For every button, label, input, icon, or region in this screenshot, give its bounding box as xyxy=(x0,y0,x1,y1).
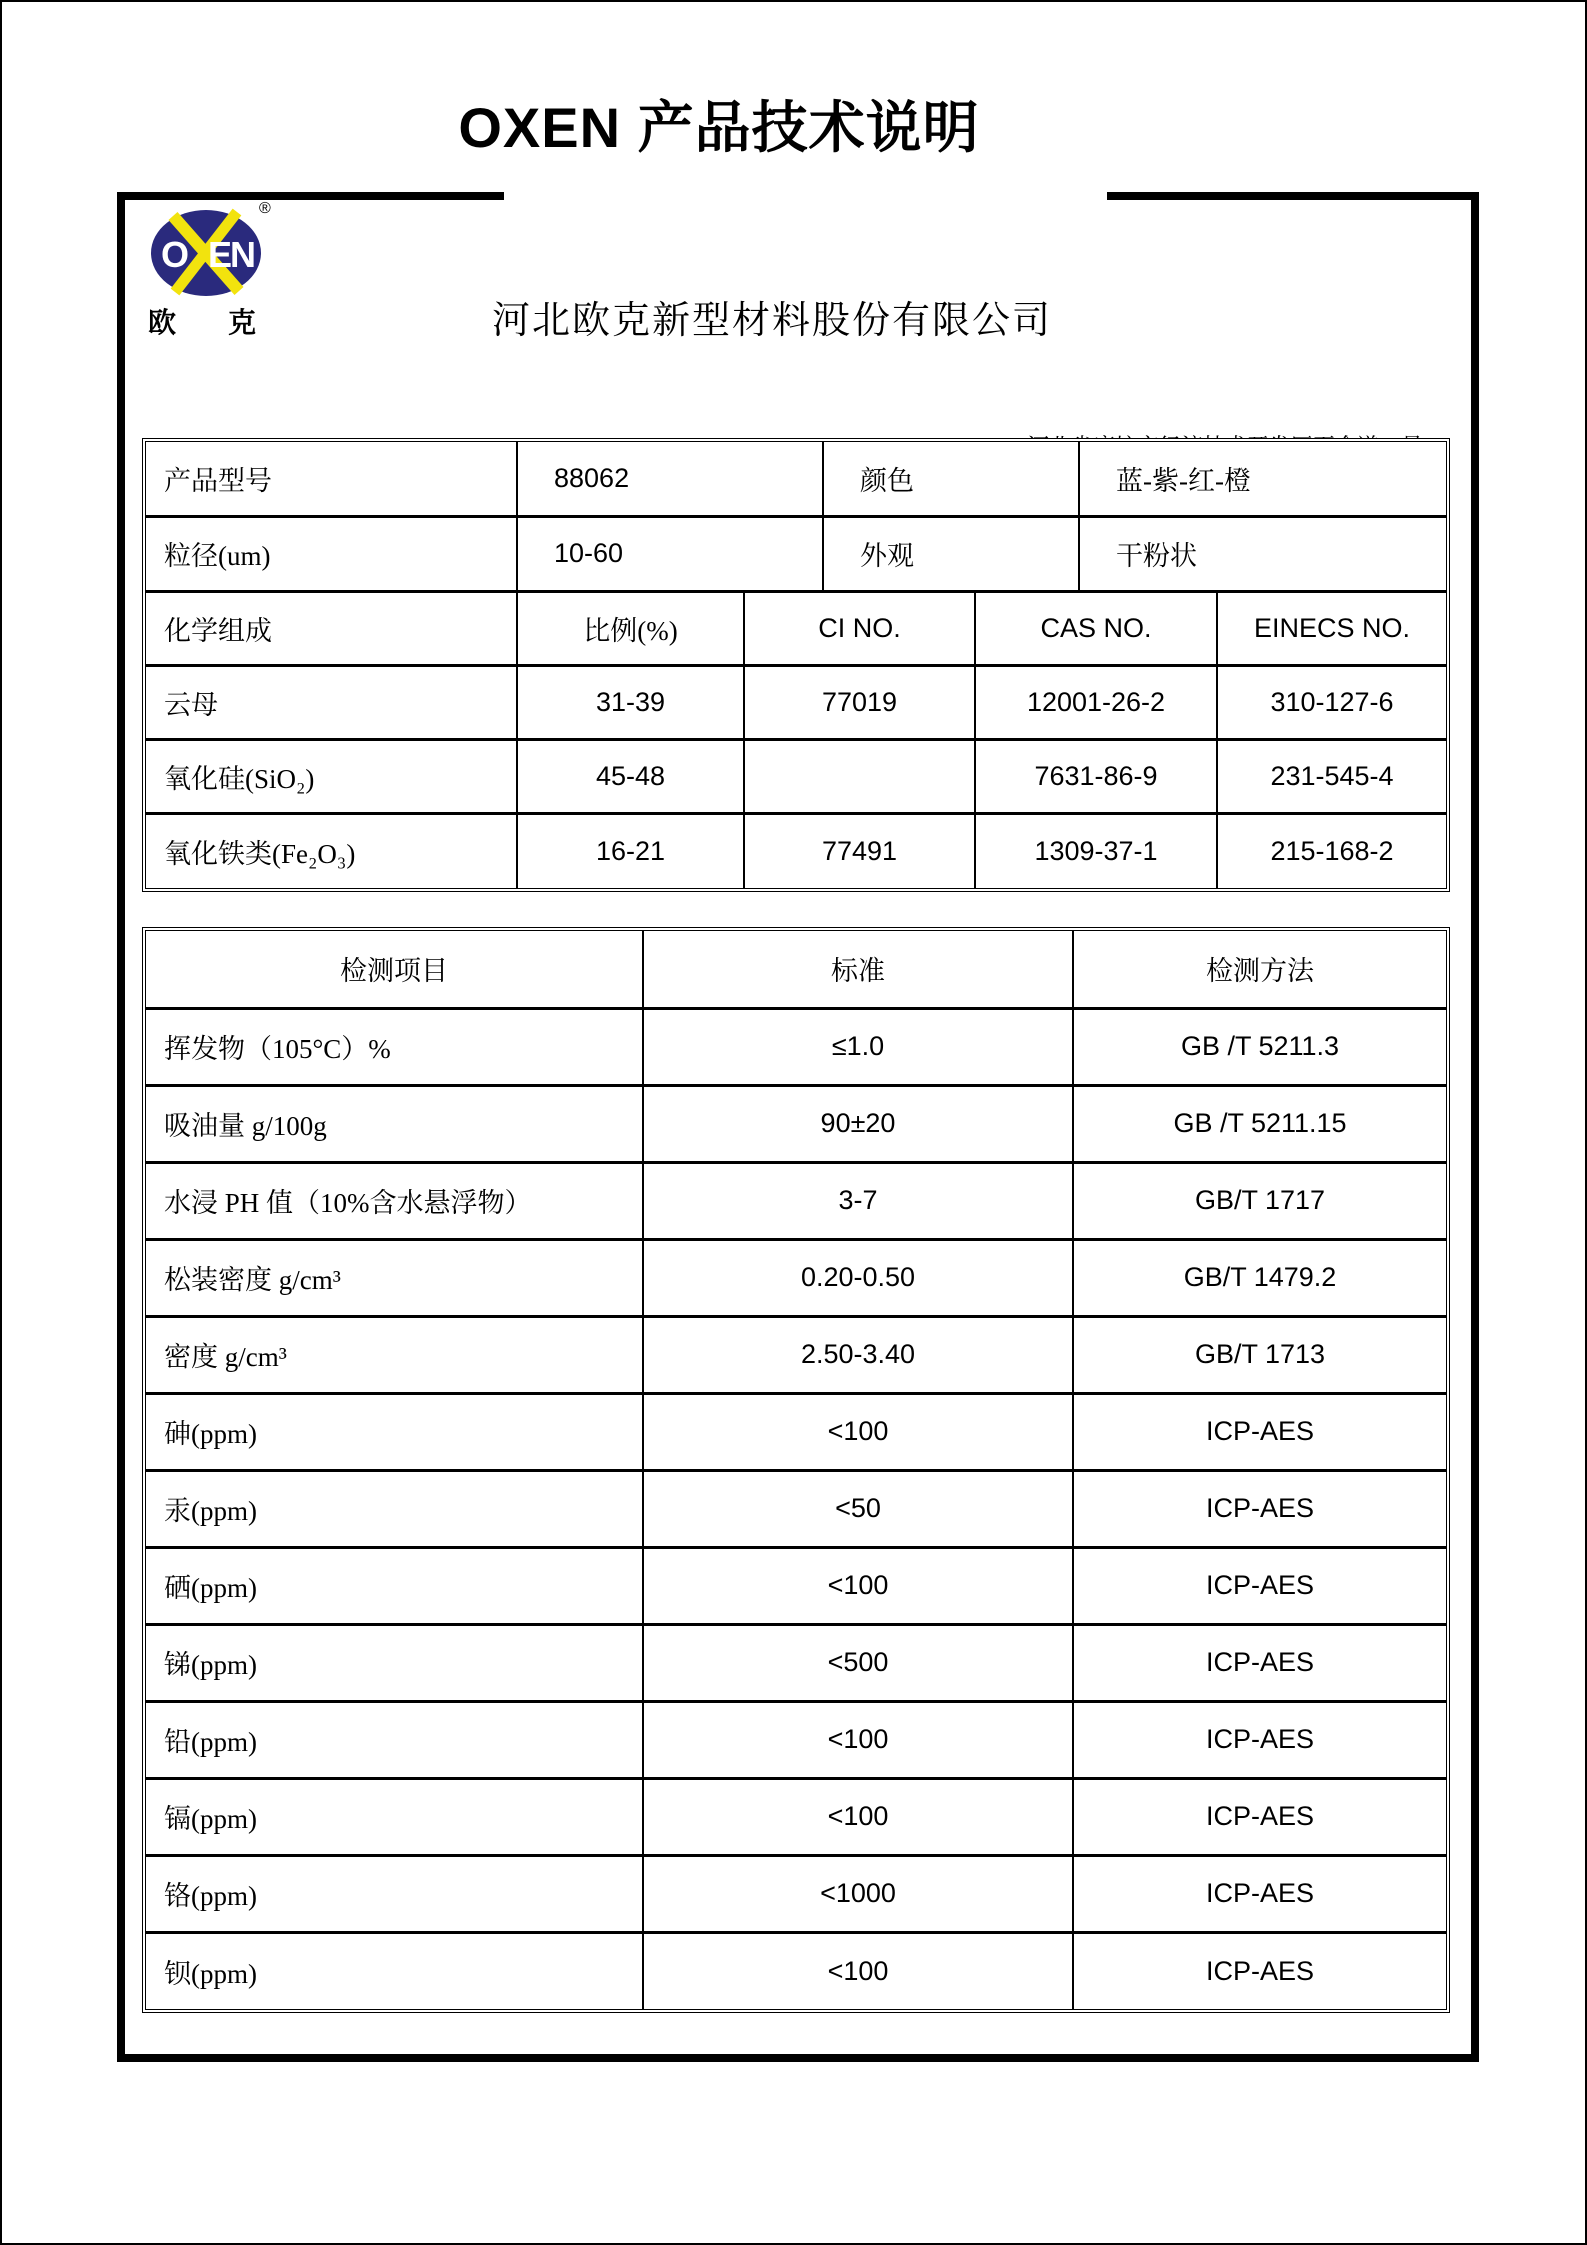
table-cell: ICP-AES xyxy=(1073,1624,1446,1701)
table-cell: <1000 xyxy=(643,1855,1073,1932)
logo-caption-left: 欧 xyxy=(148,307,177,338)
table-cell: 水浸 PH 值（10%含水悬浮物） xyxy=(146,1162,643,1239)
table-cell: ICP-AES xyxy=(1073,1470,1446,1547)
table-row xyxy=(146,1085,1446,1162)
table-cell: 铬(ppm) xyxy=(146,1855,643,1932)
table-row xyxy=(146,1393,1446,1470)
table-cell: GB/T 1713 xyxy=(1073,1316,1446,1393)
table-cell: <100 xyxy=(643,1701,1073,1778)
table-cell: 云母 xyxy=(146,666,517,740)
table-header-row xyxy=(146,931,1446,1008)
table-cell: 蓝-紫-红-橙 xyxy=(1079,442,1446,516)
table-cell: ICP-AES xyxy=(1073,1932,1446,2009)
table-cell: 77019 xyxy=(744,666,975,740)
table-cell: ≤1.0 xyxy=(643,1008,1073,1085)
table-cell: ICP-AES xyxy=(1073,1778,1446,1855)
table-cell: GB/T 1717 xyxy=(1073,1162,1446,1239)
table-cell: 铅(ppm) xyxy=(146,1701,643,1778)
column-header: CAS NO. xyxy=(975,592,1217,666)
table-cell: 颜色 xyxy=(823,442,1079,516)
oxen-logo-icon xyxy=(148,208,264,298)
column-header: 化学组成 xyxy=(146,592,517,666)
table-cell: 12001-26-2 xyxy=(975,666,1217,740)
table-cell: 镉(ppm) xyxy=(146,1778,643,1855)
table-row xyxy=(146,1162,1446,1239)
table-cell: 77491 xyxy=(744,814,975,888)
table-cell: 10-60 xyxy=(517,516,823,590)
table-row xyxy=(146,1778,1446,1855)
test-results-table xyxy=(142,927,1450,2013)
table-cell: 2.50-3.40 xyxy=(643,1316,1073,1393)
table-row xyxy=(146,1855,1446,1932)
table-row xyxy=(146,442,1446,516)
table-cell: ICP-AES xyxy=(1073,1701,1446,1778)
table-cell: <50 xyxy=(643,1470,1073,1547)
table-cell: 汞(ppm) xyxy=(146,1470,643,1547)
table-cell: <100 xyxy=(643,1393,1073,1470)
table-cell: 90±20 xyxy=(643,1085,1073,1162)
table-row xyxy=(146,1239,1446,1316)
logo-caption-right: 克 xyxy=(227,307,256,338)
table-header-row xyxy=(146,592,1446,666)
column-header: EINECS NO. xyxy=(1217,592,1446,666)
table-cell: 1309-37-1 xyxy=(975,814,1217,888)
table-row xyxy=(146,1470,1446,1547)
logo-caption xyxy=(148,301,256,341)
table-cell: 215-168-2 xyxy=(1217,814,1446,888)
table-cell: 231-545-4 xyxy=(1217,740,1446,814)
table-cell: 锑(ppm) xyxy=(146,1624,643,1701)
table-cell: 88062 xyxy=(517,442,823,516)
table-cell: <500 xyxy=(643,1624,1073,1701)
table-row xyxy=(146,1932,1446,2009)
test-table xyxy=(146,931,1446,2009)
company-name: 河北欧克新型材料股份有限公司 xyxy=(491,300,1053,342)
table-cell xyxy=(744,740,975,814)
table-row xyxy=(146,740,1446,814)
table-cell: 氧化铁类(Fe₂O₃) xyxy=(146,814,517,888)
table-row xyxy=(146,1316,1446,1393)
table-row xyxy=(146,814,1446,888)
table-cell: ICP-AES xyxy=(1073,1855,1446,1932)
svg-text:O: O xyxy=(161,234,190,275)
table-row xyxy=(146,1547,1446,1624)
table-cell: 0.20-0.50 xyxy=(643,1239,1073,1316)
table-cell: 干粉状 xyxy=(1079,516,1446,590)
composition-table xyxy=(146,590,1446,888)
table-cell: 钡(ppm) xyxy=(146,1932,643,2009)
table-row xyxy=(146,1008,1446,1085)
table-cell: GB /T 5211.3 xyxy=(1073,1008,1446,1085)
table-row xyxy=(146,1701,1446,1778)
column-header: CI NO. xyxy=(744,592,975,666)
column-header: 检测项目 xyxy=(340,956,448,987)
table-row xyxy=(146,516,1446,590)
registered-trademark-icon: ® xyxy=(259,200,271,217)
column-header: 标准 xyxy=(643,931,1073,1008)
table-cell: 松装密度 g/cm³ xyxy=(146,1239,643,1316)
product-info-table xyxy=(146,442,1446,590)
svg-text:EN: EN xyxy=(208,234,255,275)
table-cell: ICP-AES xyxy=(1073,1393,1446,1470)
table-cell: 31-39 xyxy=(517,666,744,740)
table-cell: 挥发物（105°C）% xyxy=(146,1008,643,1085)
table-cell: 16-21 xyxy=(517,814,744,888)
table-row xyxy=(146,1624,1446,1701)
table-cell: <100 xyxy=(643,1932,1073,2009)
table-cell: 7631-86-9 xyxy=(975,740,1217,814)
table-cell: 砷(ppm) xyxy=(146,1393,643,1470)
table-cell: 产品型号 xyxy=(164,465,272,496)
page-title: OXEN 产品技术说明 xyxy=(458,96,980,159)
table-cell: 密度 g/cm³ xyxy=(146,1316,643,1393)
table-cell: ICP-AES xyxy=(1073,1547,1446,1624)
table-cell: 硒(ppm) xyxy=(146,1547,643,1624)
column-header: 检测方法 xyxy=(1073,931,1446,1008)
table-cell: 粒径(um) xyxy=(146,516,517,590)
table-cell: 外观 xyxy=(823,516,1079,590)
table-cell: <100 xyxy=(643,1778,1073,1855)
table-cell: GB /T 5211.15 xyxy=(1073,1085,1446,1162)
table-cell: 310-127-6 xyxy=(1217,666,1446,740)
table-cell: <100 xyxy=(643,1547,1073,1624)
table-row xyxy=(146,666,1446,740)
column-header: 比例(%) xyxy=(517,592,744,666)
table-cell: GB/T 1479.2 xyxy=(1073,1239,1446,1316)
product-spec-table xyxy=(142,438,1450,892)
table-cell: 吸油量 g/100g xyxy=(146,1085,643,1162)
table-cell: 45-48 xyxy=(517,740,744,814)
table-cell: 氧化硅(SiO₂) xyxy=(146,740,517,814)
table-cell: 3-7 xyxy=(643,1162,1073,1239)
